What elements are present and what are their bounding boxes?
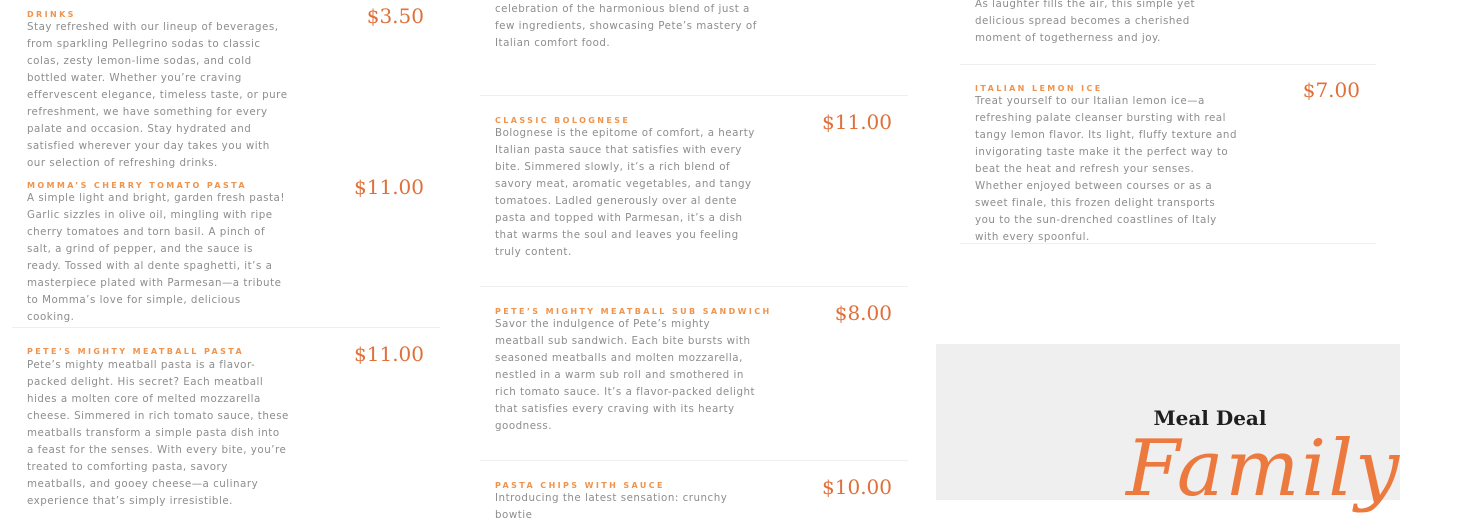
menu-item-description: Bolognese is the epitome of comfort, a hearty Italian pasta sauce that satisfies with every bite. Simmered slowly, it’s a rich blend of savory meat, aromatic vegetables, and tangy tomatoes. Ladled generously over al dente pasta and topped with Parmesan, it’s a dish that warms the soul and leaves you feeling truly content.: [495, 127, 755, 258]
menu-column-1: [12, 0, 440, 507]
menu-item-price: $7.00: [1302, 78, 1360, 102]
menu-column-2: [480, 0, 908, 521]
menu-divider: [960, 243, 1376, 244]
menu-item-price: $11.00: [822, 110, 892, 134]
menu-item-description: celebration of the harmonious blend of just a few ingredients, showcasing Pete’s mastery of Italian comfort food.: [495, 3, 757, 49]
menu-item-price: $8.00: [834, 301, 892, 325]
menu-item-name: MOMMA’S CHERRY TOMATO PASTA: [27, 181, 247, 190]
menu-item-description: Introducing the latest sensation: crunchy bowtie: [495, 492, 728, 521]
menu-item-name: DRINKS: [27, 10, 76, 19]
menu-item-description: Treat yourself to our Italian lemon ice—a refreshing palate cleanser bursting with real tangy lemon flavor. Its light, fluffy texture and invigorating taste make it the perfect way to beat the heat and refresh your senses. Whether enjoyed between courses or as a sweet finale, this frozen delight transports you to the sun-drenched coastlines of Italy with every spoonful.: [975, 95, 1237, 243]
menu-item-price: $11.00: [354, 175, 424, 199]
menu-item-description: A simple light and bright, garden fresh pasta! Garlic sizzles in olive oil, mingling with ripe cherry tomatoes and torn basil. A pinch of salt, a grind of pepper, and the sauce is ready. Tossed with al dente spaghetti, it’s a masterpiece plated with Parmesan—a tribute to Momma’s love for simple, delicious cooking.: [27, 192, 285, 323]
menu-item-description: As laughter fills the air, this simple yet delicious spread becomes a cherished moment of togetherness and joy.: [975, 0, 1196, 44]
menu-item-description: Pete’s mighty meatball pasta is a flavor-packed delight. His secret? Each meatball hides a molten core of melted mozzarella cheese. Simmered in rich tomato sauce, these meatballs transform a simple pasta dish into a feast for the senses. With every bite, you’re treated to comforting pasta, savory meatballs, and gooey cheese—a culinary experience that’s simply irresistible.: [27, 359, 289, 507]
promo-heading: Meal Deal: [1153, 406, 1267, 430]
menu-item-description: Stay refreshed with our lineup of beverages, from sparkling Pellegrino sodas to classic colas, zesty lemon-lime sodas, and cold bottled water. Whether you’re craving effervescent elegance, timeless taste, or pure refreshment, we have something for every palate and occasion. Stay hydrated and satisfied wherever your day takes you with our selection of refreshing drinks.: [27, 21, 288, 169]
menu-divider: [12, 327, 440, 328]
menu-item-price: $11.00: [354, 342, 424, 366]
menu-item-price: $3.50: [366, 4, 424, 28]
menu-column-3: [960, 0, 1376, 344]
menu-item-name: PETE’S MIGHTY MEATBALL PASTA: [27, 347, 245, 356]
menu-item-name: PETE’S MIGHTY MEATBALL SUB SANDWICH: [495, 307, 772, 316]
menu-divider: [480, 95, 908, 96]
menu-item-name: CLASSIC BOLOGNESE: [495, 116, 631, 125]
menu-divider: [480, 460, 908, 461]
menu-item-description: Savor the indulgence of Pete’s mighty meatball sub sandwich. Each bite bursts with seasoned meatballs and molten mozzarella, nestled in a warm sub roll and smothered in rich tomato sauce. It’s a flavor-packed delight that satisfies every craving with its hearty goodness.: [495, 318, 756, 432]
menu-item-name: PASTA CHIPS WITH SAUCE: [495, 481, 665, 490]
promo-script-text: Family: [1126, 424, 1402, 514]
menu-item-name: ITALIAN LEMON ICE: [975, 84, 1103, 93]
menu-item-price: $10.00: [822, 475, 892, 499]
meal-deal-promo: [936, 344, 1402, 514]
menu-divider: [480, 286, 908, 287]
menu-divider: [960, 64, 1376, 65]
